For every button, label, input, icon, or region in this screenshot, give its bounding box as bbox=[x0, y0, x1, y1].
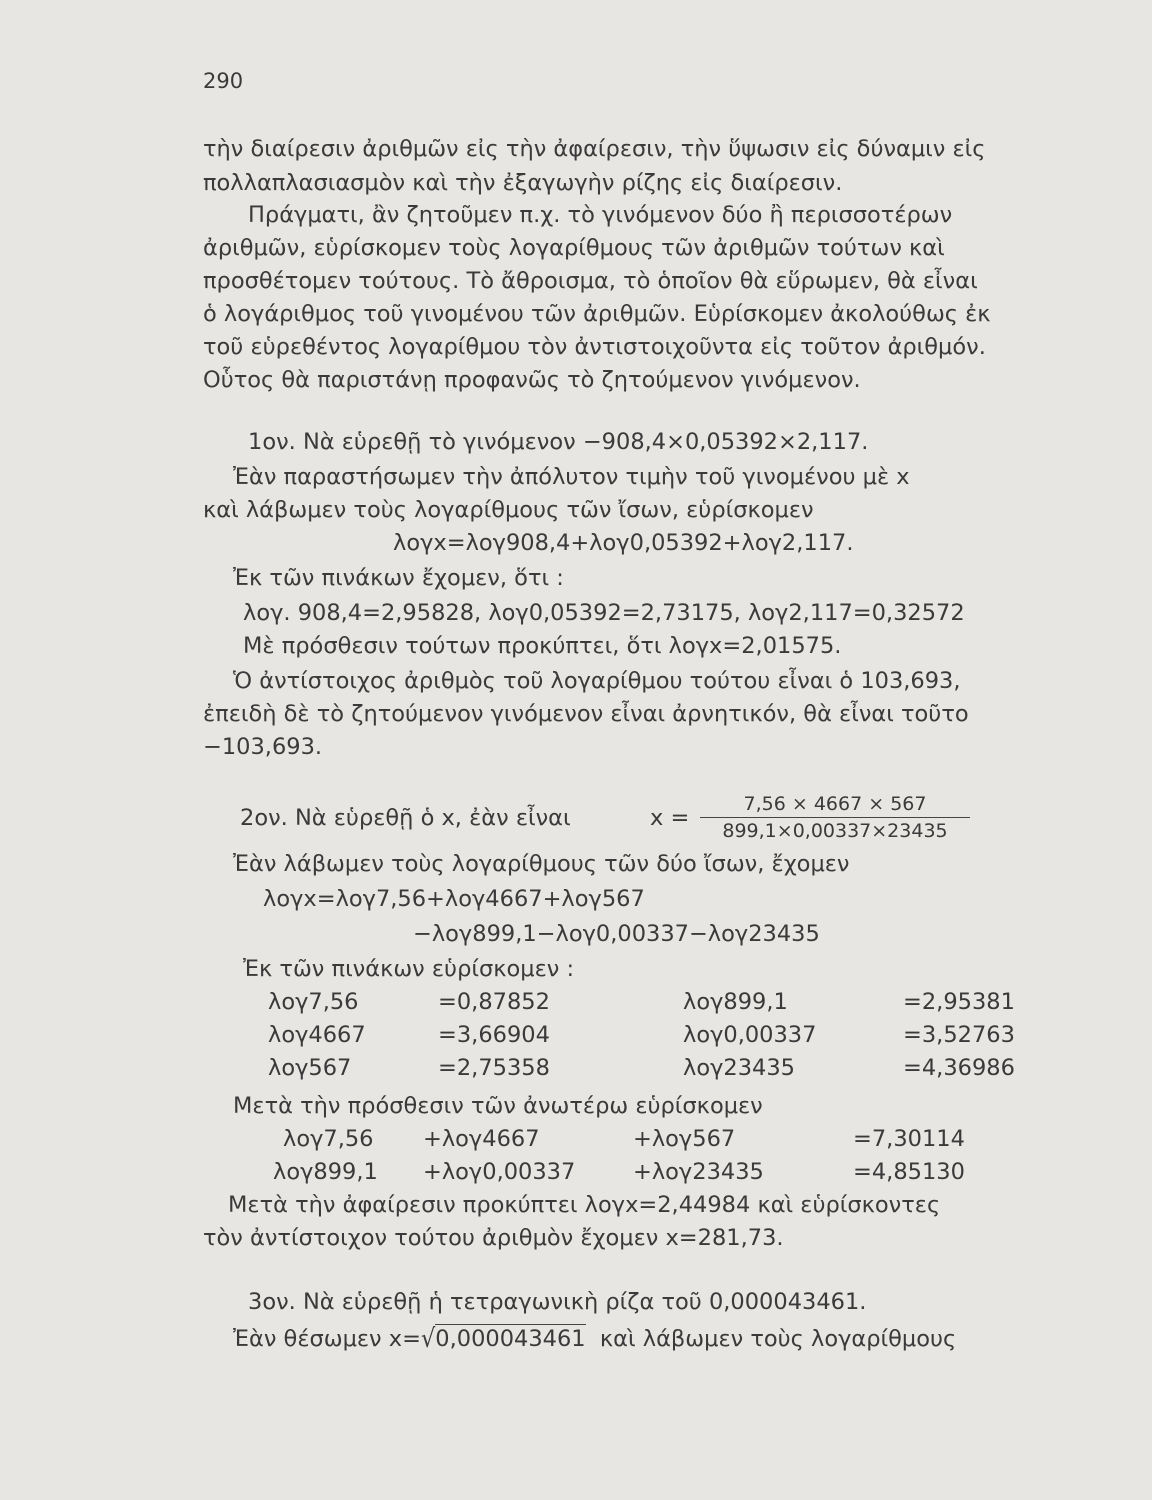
table-cell: =0,87852 bbox=[438, 989, 550, 1015]
text-line: Μὲ πρόσθεσιν τούτων προκύπτει, ὅτι λογx=2,01575. bbox=[243, 633, 842, 659]
table-cell: +λογ4667 bbox=[423, 1126, 540, 1152]
table-cell: λογ567 bbox=[268, 1055, 352, 1081]
text-line: ἐπειδὴ δὲ τὸ ζητούμενον γινόμενον εἶναι ἀρνητικόν, θὰ εἶναι τοῦτο bbox=[203, 701, 969, 727]
text-line: Ἐὰν λάβωμεν τοὺς λογαρίθμους τῶν δύο ἴσων, ἔχομεν bbox=[233, 851, 850, 877]
text-line: Ἐκ τῶν πινάκων ἔχομεν, ὅτι : bbox=[233, 565, 564, 591]
text-line: −103,693. bbox=[203, 734, 323, 760]
text-fragment: Ἐὰν θέσωμεν x= bbox=[233, 1326, 421, 1352]
table-cell: λογ23435 bbox=[683, 1055, 795, 1081]
table-cell: +λογ0,00337 bbox=[423, 1159, 576, 1185]
fraction-numerator: 7,56 × 4667 × 567 bbox=[743, 793, 927, 815]
x-equals: x = bbox=[650, 805, 690, 831]
table-cell: =4,85130 bbox=[853, 1159, 965, 1185]
table-cell: +λογ567 bbox=[633, 1126, 736, 1152]
table-cell: λογ7,56 bbox=[283, 1126, 374, 1152]
text-line: Ἐκ τῶν πινάκων εὑρίσκομεν : bbox=[243, 956, 575, 982]
text-line: καὶ λάβωμεν τοὺς λογαρίθμους τῶν ἴσων, εὑρίσκομεν bbox=[203, 497, 814, 523]
table-cell: =2,95381 bbox=[903, 989, 1015, 1015]
text-line: τὸν ἀντίστοιχον τούτου ἀριθμὸν ἔχομεν x=281,73. bbox=[203, 1225, 784, 1251]
table-cell: λογ899,1 bbox=[273, 1159, 378, 1185]
fraction bbox=[700, 792, 970, 843]
page-number: 290 bbox=[203, 69, 244, 93]
text-line: ὁ λογάριθμος τοῦ γινομένου τῶν ἀριθμῶν. Εὑρίσκομεν ἀκολούθως ἐκ bbox=[203, 301, 991, 327]
table-cell: =3,66904 bbox=[438, 1022, 550, 1048]
table-cell: =7,30114 bbox=[853, 1126, 965, 1152]
text-line-content: τὴν διαίρεσιν ἀριθμῶν εἰς τὴν ἀφαίρεσιν, τὴν ὕψωσιν εἰς δύναμιν εἰς bbox=[203, 136, 986, 162]
table-cell: λογ7,56 bbox=[268, 989, 359, 1015]
text-line bbox=[233, 1324, 956, 1354]
text-line: Οὗτος θὰ παριστάνῃ προφανῶς τὸ ζητούμενον γινόμενον. bbox=[203, 367, 861, 393]
equation: λογx=λογ7,56+λογ4667+λογ567 bbox=[263, 886, 645, 912]
text-line: ἀριθμῶν, εὑρίσκομεν τοὺς λογαρίθμους τῶν ἀριθμῶν τούτων καὶ bbox=[203, 235, 945, 261]
example-title: 2ον. Νὰ εὑρεθῇ ὁ x, ἐὰν εἶναι bbox=[240, 805, 571, 831]
text-line: τοῦ εὑρεθέντος λογαρίθμου τὸν ἀντιστοιχοῦντα εἰς τοῦτον ἀριθμόν. bbox=[203, 334, 986, 360]
text-line: Μετὰ τὴν ἀφαίρεσιν προκύπτει λογx=2,44984 καὶ εὑρίσκοντες bbox=[228, 1192, 941, 1218]
equation: λογ. 908,4=2,95828, λογ0,05392=2,73175, λογ2,117=0,32572 bbox=[243, 600, 965, 626]
text-line: Ὁ ἀντίστοιχος ἀριθμὸς τοῦ λογαρίθμου τούτου εἶναι ὁ 103,693, bbox=[233, 668, 961, 694]
text-line bbox=[203, 134, 1118, 164]
table-cell: λογ0,00337 bbox=[683, 1022, 817, 1048]
text-line: προσθέτομεν τούτους. Τὸ ἄθροισμα, τὸ ὁποῖον θὰ εὕρωμεν, θὰ εἶναι bbox=[203, 268, 978, 294]
example-title: 1ον. Νὰ εὑρεθῇ τὸ γινόμενον −908,4×0,05392×2,117. bbox=[248, 429, 869, 455]
table-cell: +λογ23435 bbox=[633, 1159, 764, 1185]
table-cell: =4,36986 bbox=[903, 1055, 1015, 1081]
text-line: Ἐὰν παραστήσωμεν τὴν ἀπόλυτον τιμὴν τοῦ γινομένου μὲ x bbox=[233, 464, 910, 490]
equation: −λογ899,1−λογ0,00337−λογ23435 bbox=[413, 921, 820, 947]
radical-sign: √ bbox=[420, 1324, 436, 1354]
text-line: πολλαπλασιασμὸν καὶ τὴν ἐξαγωγὴν ρίζης εἰς διαίρεσιν. bbox=[203, 170, 843, 196]
fraction-denominator: 899,1×0,00337×23435 bbox=[722, 820, 948, 842]
fraction-bar bbox=[700, 817, 970, 818]
equation: λογx=λογ908,4+λογ0,05392+λογ2,117. bbox=[393, 530, 854, 556]
text-line: Μετὰ τὴν πρόσθεσιν τῶν ἀνωτέρω εὑρίσκομεν bbox=[233, 1093, 763, 1119]
table-cell: =3,52763 bbox=[903, 1022, 1015, 1048]
example-title: 3ον. Νὰ εὑρεθῇ ἡ τετραγωνικὴ ρίζα τοῦ 0,000043461. bbox=[248, 1289, 867, 1315]
table-cell: λογ899,1 bbox=[683, 989, 788, 1015]
radicand: 0,000043461 bbox=[435, 1326, 586, 1352]
text-fragment: καὶ λάβωμεν τοὺς λογαρίθμους bbox=[599, 1326, 957, 1352]
table-cell: =2,75358 bbox=[438, 1055, 550, 1081]
text-line: Πράγματι, ἂν ζητοῦμεν π.χ. τὸ γινόμενον δύο ἢ περισσοτέρων bbox=[248, 202, 953, 228]
table-cell: λογ4667 bbox=[268, 1022, 366, 1048]
